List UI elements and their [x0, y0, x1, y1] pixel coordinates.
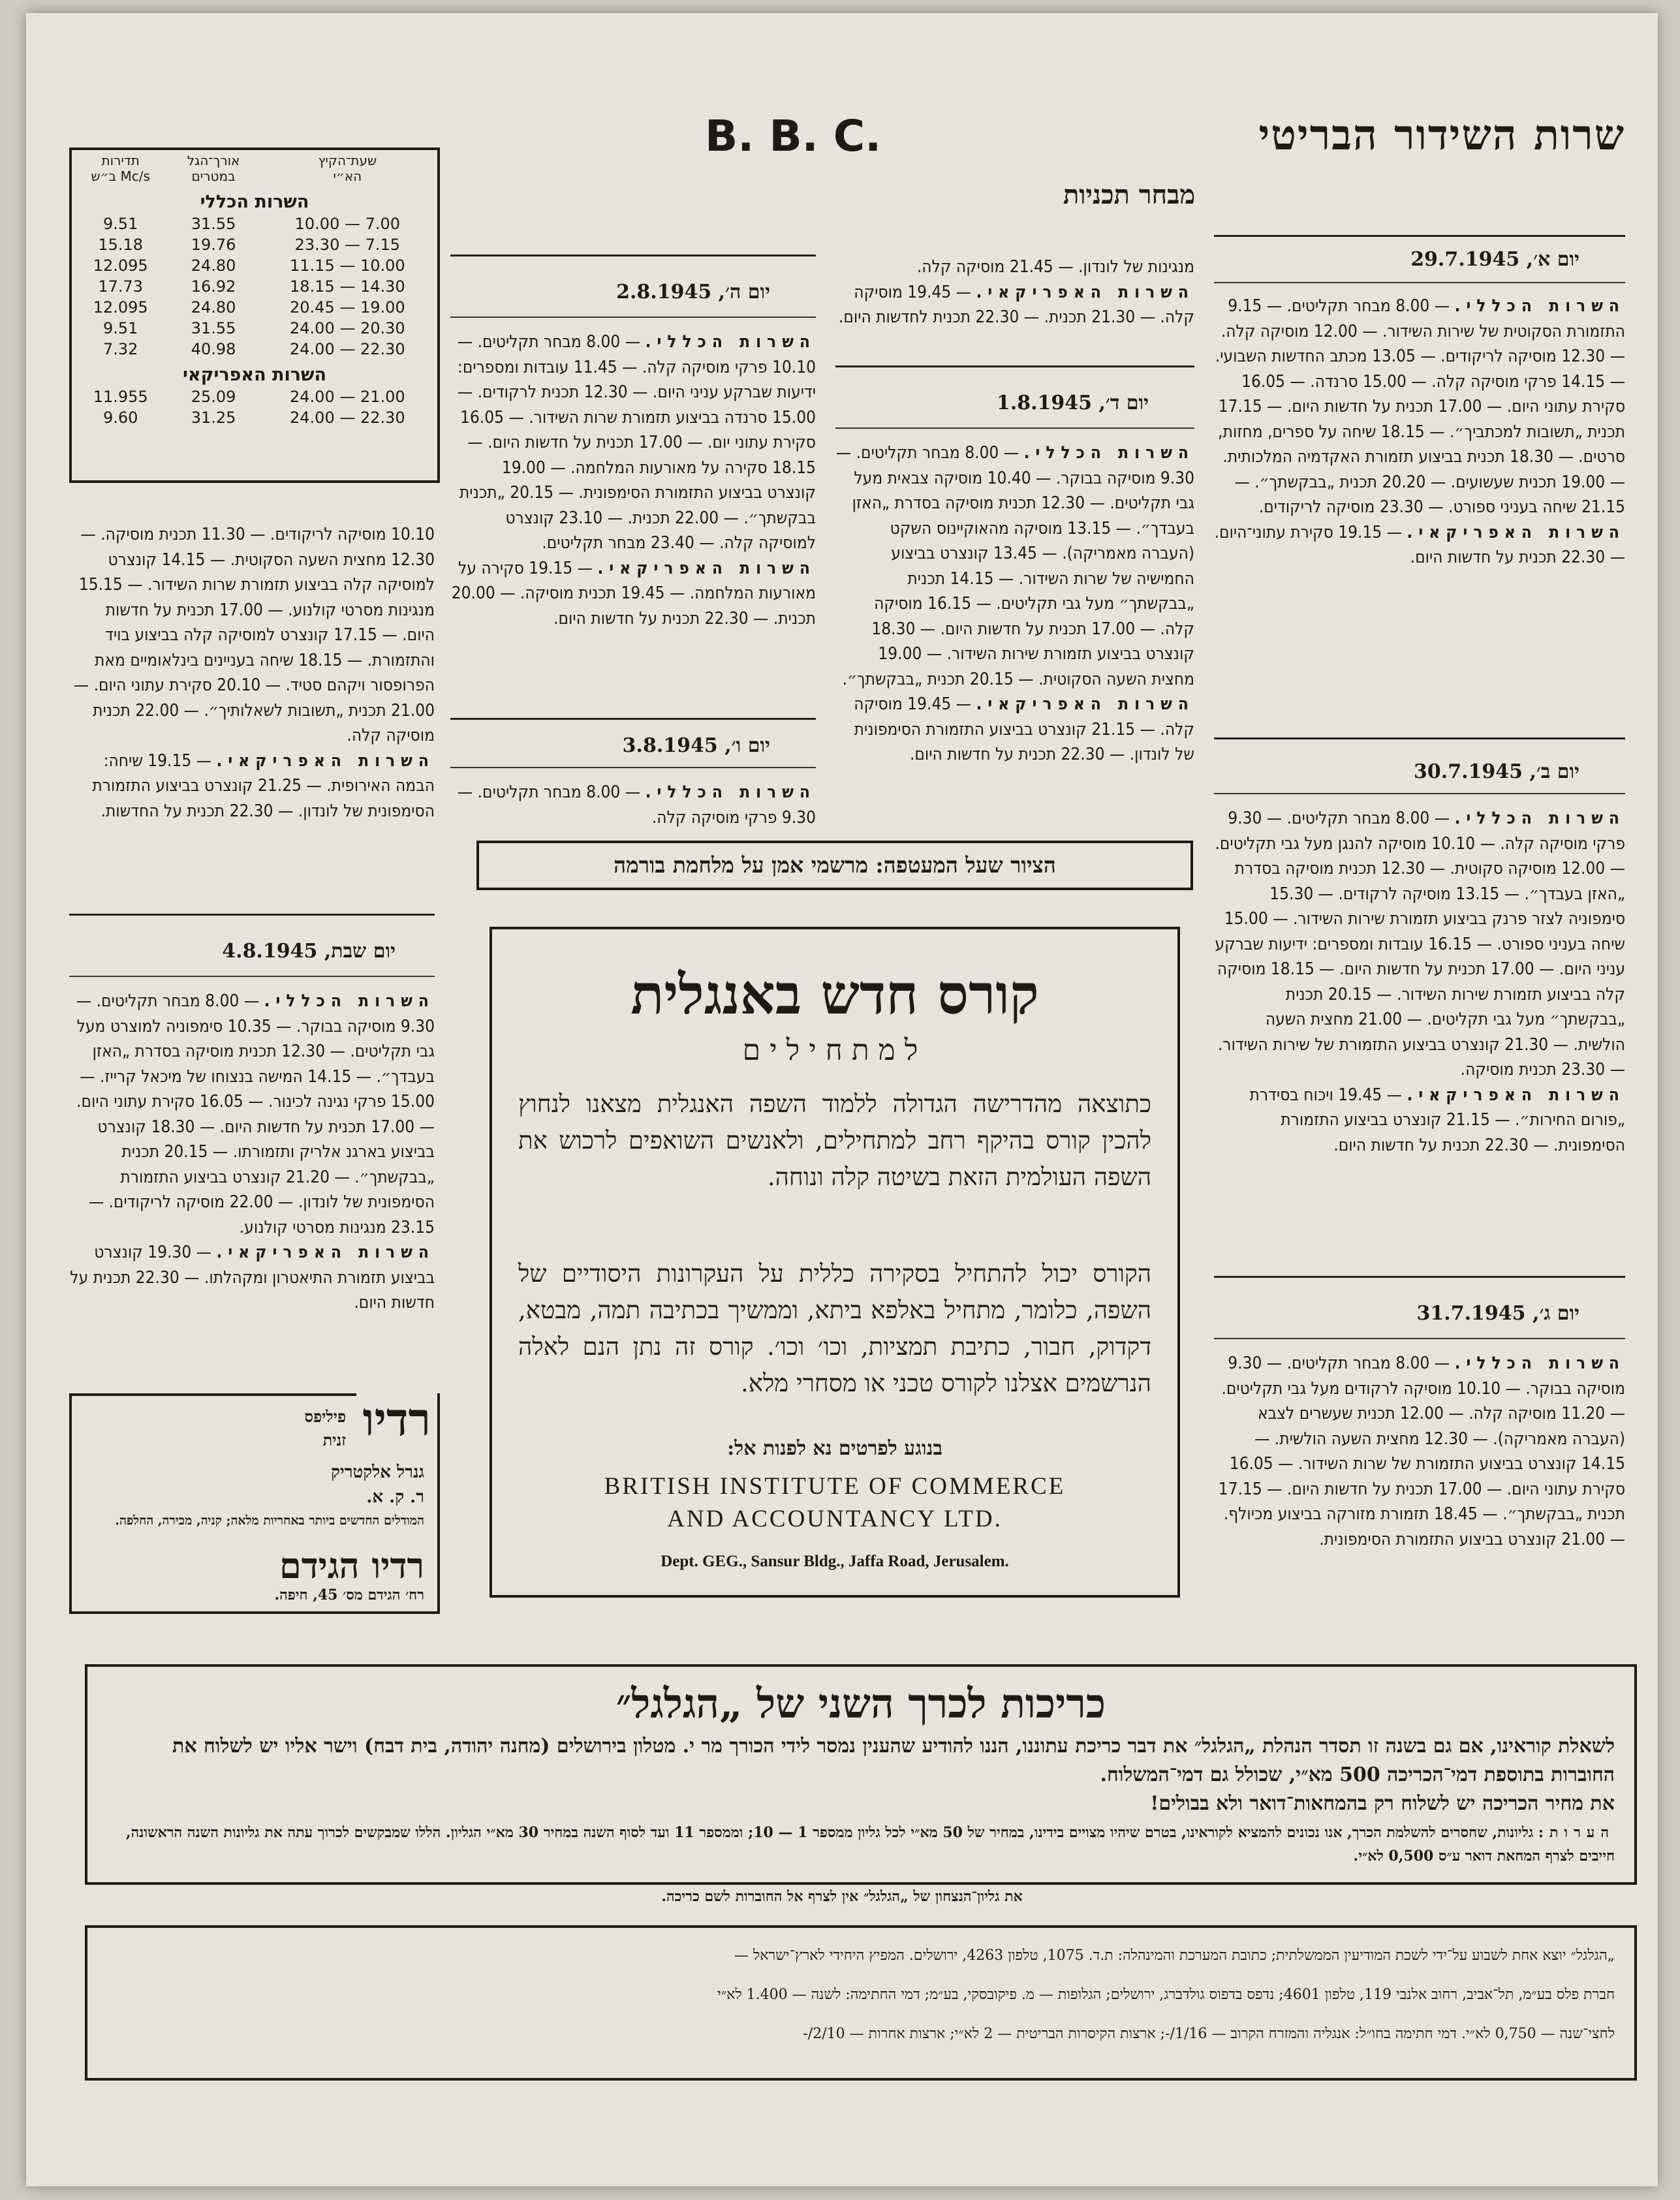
remarks-label: הערות:	[1538, 1824, 1615, 1841]
program-text: — 8.00 מבחר תקליטים. — 9.30 פרקי מוסיקה קלה. — 10.10 מוסיקה להנגן מעל גבי תקליטים. — 12.00 מוסיקה סקוטית. — 12.30 תכנית מוסיקה בסדרת „האזן בעבדך״. — 13.15 מוסיקה לרקודים. — 15.30 סימפוניה לצזר פרנק בביצוע תזמורת שירות השידור. — 15.00 שיחה בעניני ספורט. — 16.15 עובדות ומספרים: ידיעות שברקע עניני היום. — 17.00 תכנית על חדשות היום. — 18.15 מוסיקה קלה בביצוע תזמורת שירות השידור. — 20.15 תכנית „בבקשתך״ מעל גבי תקליטים. — 21.00 מחצית השעה הולשית. — 21.30 קונצרט בביצוע התזמורת של שירות השידור. — 23.30 תכנית מוסיקה.	[1215, 809, 1625, 1079]
course-contact: בנוגע לפרטים נא לפנות אל:	[727, 1437, 942, 1460]
freq-time: 19.00 — 20.45	[290, 298, 405, 317]
freq-row	[72, 213, 437, 234]
magazine-page	[26, 13, 1658, 2186]
service-label: השרות הכללי.	[1454, 296, 1625, 316]
freq-header-time: שעת־הקיץ הא״י	[318, 153, 377, 184]
freq-wavelength: 24.80	[191, 256, 236, 275]
day-title-mon: יום ב׳, 30.7.1945	[1414, 760, 1579, 783]
imprint-line-1: „הגלגל״ יוצא אחת לשבוע על־ידי לשכת המודיעין הממשלתית; כתובת המערכת והמינהלה: ת.ד. 1075, טלפון 4263, ירושלים. המפיץ היחידי לארץ־ישראל —	[734, 1947, 1615, 1964]
service-label: השרות האפריקאי.	[597, 558, 816, 578]
divider	[450, 317, 816, 318]
program-text: — 19.30 קונצרט בביצוע תזמורת התיאטרון ומקהלתו. — 22.30 תכנית על חדשות היום.	[70, 1243, 435, 1312]
program-text: — 19.15 שיחה: הבמה האירופית. — 21.25 קונצרט בביצוע התזמורת הסימפונית של לונדון. — 22.30 תכנית על החדשות.	[92, 751, 435, 821]
day-title-wed: יום ד׳, 1.8.1945	[996, 392, 1149, 414]
service-label: השרות האפריקאי.	[216, 751, 435, 771]
program-text: 10.10 מוסיקה לריקודים. — 11.30 תכנית מוסיקה. — 12.30 מחצית השעה הסקוטית. — 14.15 קונצרט למוסיקה קלה בביצוע תזמורת שרות השידור. — 15.15 מנגינות מסרטי קולנוע. — 17.00 תכנית על חדשות היום. — 17.15 קונצרט למוסיקה קלה בביצוע בויד והתזמורת. — 18.15 שיחה בעניינים בינלאומיים מאת הפרופסור ויקהם סטיד. — 20.10 סקירת עתוני היום. — 21.00 תכנית „תשובות לשאלותיך״. — 22.00 תכנית מוסיקה קלה.	[73, 525, 435, 745]
brand-zenith: זנית	[322, 1431, 346, 1449]
brand-ge: גנרל אלקטריק	[331, 1463, 424, 1482]
divider	[1214, 737, 1625, 739]
course-title: קורס חדש באנגלית	[630, 962, 1039, 1027]
binding-title: כריכות לכרך השני של „הגלגל״	[615, 1680, 1106, 1727]
program-tue	[1214, 1351, 1625, 1638]
freq-time: 7.15 — 23.30	[294, 236, 401, 254]
freq-wavelength: 40.98	[191, 340, 236, 358]
radio-ad-title: רדיו	[356, 1392, 437, 1447]
binding-body: לשאלת קוראינו, אם גם בשנה זו תסדר הנהלת „הגלגל״ את דבר כריכת עתוננו, הננו להודיע שהענין נמסר לידי הכורך מר י. מטלון בירושלים (מחנה יהודה, בית דבח) וישר אליו יש לשלוח את החוברות בתוספת דמי־הכריכה 500 מא״י, שכולל גם דמי־המשלוח.	[172, 1735, 1615, 1786]
freq-section-title: השרות הכללי	[200, 192, 309, 212]
cover-caption: הציור שעל המעטפה: מרשמי אמן על מלחמת בורמה	[476, 841, 1193, 890]
course-ad	[490, 927, 1180, 1598]
program-text: — 8.00 מבחר תקליטים. — 9.15 התזמורת הסקוטית של שירות השידור. — 12.00 מוסיקה קלה. — 12.30 מוסיקה לריקודים. — 13.05 מכתב החדשות השבועי. — 14.15 פרקי מוסיקה קלה. — 15.00 סרנדה. — 16.05 סקירת עתוני היום. — 17.00 תכנית על חדשות היום. — 17.15 תכנית „תשובות למכתביך״. — 18.15 שיחה על ספרים, מחזות, סרטים. — 18.30 תכנית בביצוע תזמורת האקדמיה המלכותית. — 19.00 תכנית שעשועים. — 20.20 תכנית „בבקשתך״. — 21.15 שיחה בעניני ספורט. — 23.30 מוסיקה לריקודים.	[1215, 296, 1625, 517]
freq-row	[72, 386, 437, 407]
freq-frequency: 17.73	[98, 277, 144, 296]
freq-wavelength: 31.55	[191, 319, 236, 337]
program-mon	[1214, 806, 1625, 1256]
divider	[450, 718, 816, 720]
freq-frequency: 11.955	[93, 388, 148, 406]
day-title-thu: יום ה׳, 2.8.1945	[616, 281, 770, 303]
freq-section-title: השרות האפריקאי	[182, 365, 327, 385]
freq-header-wavelength: אורך־הגל במטרים	[187, 153, 240, 184]
service-label: השרות האפריקאי.	[976, 282, 1194, 302]
program-sat	[69, 989, 435, 1367]
masthead-subtitle: מבחר תכניות	[1063, 179, 1196, 210]
program-text: — 8.00 מבחר תקליטים. — 10.10 פרקי מוסיקה קלה. — 11.45 עובדות ומספרים: ידיעות שברקע עניני היום. — 12.30 תכנית לרקודים. — 15.00 סרנדה בביצוע תזמורת שרות השידור. — 16.05 סקירת עתוני יום. — 17.00 תכנית על חדשות היום. — 18.15 סקירה על מאורעות המלחמה. — 19.00 קונצרט בביצוע התזמורת הסימפונית. — 20.15 „תכנית בבקשתך״. — 22.00 תכנית. — 23.10 קונצרט למוסיקה קלה. — 23.40 מבחר תקליטים.	[457, 332, 816, 553]
service-label: השרות הכללי.	[264, 991, 435, 1011]
freq-frequency: 9.51	[102, 215, 138, 233]
brand-philips: פיליפס	[304, 1407, 346, 1426]
service-label: השרות הכללי.	[1454, 1354, 1625, 1373]
program-text: — 8.00 מבחר תקליטים. — 9.30 מוסיקה בבוקר. — 10.35 סימפוניה למוצרט מעל גבי תקליטים. — 12.30 תכנית מוסיקה בסדרת „האזן בעבדך״. — 14.15 המישה בנצוחו של מיכאל קרייז. — 15.00 פרקי נגינה לכינור. — 16.05 סקירת עתוני היום. — 17.00 תכנית על חדשות היום. — 18.30 קונצרט בביצוע בארגנ אלריק ותזמורתו. — 20.15 תכנית „בבקשתך״. — 21.20 קונצרט בביצוע התזמורת הסימפונית של לונדון. — 22.00 מוסיקה לריקודים. — 23.15 מנגינות מסרטי קולנוע.	[76, 991, 435, 1237]
freq-row	[72, 234, 437, 255]
institute-address: Dept. GEG., Sansur Bldg., Jaffa Road, Jerusalem.	[661, 1553, 1009, 1570]
remarks-text: גליונות, שחסרים להשלמת הכרך, אנו נכונים להמציא לקוראינו, בטרם שיהיו מצויים בידינו, במחיר של 50 מא״י לכל גליון ממספר 1 — 10; וממספר 11 ועד לסוף השנה במחיר 30 מא״י הגליון. הללו שמבקשים לכרוך עתה את גליונות השנה הראשונה, חייבים לצרף המחאת דואר ע״ס 0,500 לא״י.	[125, 1824, 1615, 1865]
freq-time: 22.30 — 24.00	[290, 409, 405, 427]
freq-time: 10.00 — 11.15	[290, 256, 405, 275]
frequency-table-box	[69, 147, 440, 483]
freq-frequency: 7.32	[102, 340, 138, 358]
freq-frequency: 12.095	[93, 256, 148, 275]
binding-notice	[85, 1664, 1637, 1885]
freq-frequency: 9.60	[102, 409, 138, 427]
divider	[1214, 235, 1625, 237]
freq-row	[72, 276, 437, 297]
program-fri	[450, 780, 816, 832]
course-subtitle: למתחילים	[742, 1034, 927, 1067]
freq-wavelength: 31.55	[191, 215, 236, 233]
freq-row	[72, 297, 437, 318]
freq-time: 21.00 — 24.00	[290, 388, 405, 406]
radio-ad-brands	[304, 1405, 346, 1452]
freq-row	[72, 339, 437, 360]
service-label: השרות האפריקאי.	[1407, 1085, 1625, 1105]
freq-frequency: 12.095	[93, 298, 148, 317]
divider	[450, 255, 816, 256]
brand-rca: ר. ק. א.	[366, 1487, 424, 1507]
imprint-box	[85, 1925, 1637, 2081]
freq-row	[72, 255, 437, 276]
service-label: השרות הכללי.	[645, 332, 816, 352]
binding-remarks	[107, 1821, 1615, 1868]
freq-frequency: 15.18	[98, 236, 144, 254]
divider	[835, 427, 1194, 429]
binding-remark-2: את גליון־הנצחון של „הגלגל״ אין לצרף אל החוברות לשם כריכה.	[661, 1888, 1023, 1905]
freq-time: 20.30 — 24.00	[290, 319, 405, 337]
imprint-line-3: לחצי־שנה — 0,750 לא״י. דמי חתימה בחו״ל: אנגליה והמזרח הקרוב — 1/16/-; ארצות הקיסרות הבריטית — 2 לא״י; ארצות אחרות — 2/10/-	[803, 2026, 1615, 2042]
radio-ad-address: רח׳ הגידם מס׳ 45, חיפה.	[274, 1587, 424, 1604]
freq-time: 7.00 — 10.00	[294, 215, 401, 233]
program-text: — 8.00 מבחר תקליטים. — 9.30 מוסיקה בבוקר. — 10.10 מוסיקה לרקודים מעל גבי תקליטים. — 11.20 מוסיקה קלה. — 12.00 תכנית שעשרים לצבא (העברה מאמריקה). — 12.30 מחצית השעה הולשית. — 14.15 קונצרט בביצוע התזמורת של שרות השידור. — 16.05 סקירת עתוני היום. — 17.00 תכנית על חדשות היום. — 17.15 תכנית „בבקשתך״. — 18.45 תזמורת מזורקה בביצוע מכיולף. — 21.00 קונצרט בביצוע התזמורת הסימפונית.	[1218, 1354, 1625, 1549]
radio-ad-tagline: המודלים החדשים ביותר באחריות מלאה; קניה, מכירה, החלפה.	[115, 1513, 424, 1528]
program-text: — 8.00 מבחר תקליטים. — 9.30 פרקי מוסיקה קלה.	[457, 782, 816, 828]
institute-name-2: AND ACCOUNTANCY LTD.	[667, 1506, 1003, 1532]
imprint-line-2: חברת פלס בע״מ, תל־אביב, רחוב אלנבי 119, טלפון 4601; נדפס בדפוס גולדברג, ירושלים; הגלופות — מ. פיקובסקי, בע״מ; דמי החתימה: לשנה — 1.400 לא״י	[717, 1987, 1615, 2003]
day-title-fri: יום ו׳, 3.8.1945	[622, 734, 770, 757]
divider	[1214, 1276, 1625, 1278]
freq-wavelength: 25.09	[191, 388, 236, 406]
radio-ad-store: רדיו הגידם	[279, 1545, 424, 1587]
program-sun	[1214, 294, 1625, 698]
program-text: — 19.15 סקירה על מאורעות המלחמה. — 19.45 תכנית מוסיקה. — 20.00 תכנית. — 22.30 תכנית על חדשות היום.	[451, 558, 816, 628]
service-label: השרות הכללי.	[1454, 809, 1625, 828]
program-text: — 19.45 ויכוח בסידרת „פורום החירות״. — 21.15 קונצרט בביצוע התזמורת הסימפונית. — 22.30 תכנית על חדשות היום.	[1249, 1085, 1625, 1155]
masthead-bbc: B. B. C.	[705, 111, 882, 161]
freq-wavelength: 19.76	[191, 236, 236, 254]
course-para-1: כתוצאה מהדרישה הגדולה ללמוד השפה האנגלית מצאנו לנחוץ להכין קורס בהיקף רחב למתחילים, ולאנשים השואפים לרכוש את השפה העולמית הזאת בשיטה קלה ונוחה.	[518, 1090, 1151, 1191]
masthead-title: שרות השידור הבריטי	[1258, 111, 1625, 160]
program-text: — 19.45 מוסיקה קלה. — 21.15 קונצרט בביצוע התזמורת הסימפונית של לונדון. — 22.30 תכנית על חדשות היום.	[854, 694, 1194, 764]
divider	[450, 767, 816, 768]
program-text: מנגינות של לונדון. — 21.45 מוסיקה קלה.	[916, 257, 1194, 277]
freq-wavelength: 24.80	[191, 298, 236, 317]
freq-row	[72, 407, 437, 428]
service-label: השרות האפריקאי.	[216, 1243, 435, 1262]
program-text: — 19.45 מוסיקה קלה. — 21.30 תכנית. — 22.30 תכנית לחדשות היום.	[838, 282, 1194, 327]
frequency-table	[72, 150, 437, 428]
freq-wavelength: 31.25	[191, 409, 236, 427]
program-text: — 19.15 סקירת עתוני־היום. — 22.30 תכנית על חדשות היום.	[1214, 522, 1625, 567]
day-title-tue: יום ג׳, 31.7.1945	[1416, 1302, 1579, 1325]
freq-row	[72, 318, 437, 339]
day-title-sat: יום שבת, 4.8.1945	[222, 940, 396, 963]
service-label: השרות האפריקאי.	[976, 694, 1194, 714]
divider	[1214, 282, 1625, 283]
service-label: השרות הכללי.	[1023, 443, 1194, 463]
program-wed-top	[835, 255, 1194, 352]
binding-note: את מחיר הכריכה יש לשלוח רק בהמחאות־דואר ולא בבולים!	[1150, 1792, 1615, 1815]
institute-name-1: BRITISH INSTITUTE OF COMMERCE	[604, 1473, 1066, 1500]
divider	[1214, 793, 1625, 794]
program-wed	[835, 441, 1194, 826]
freq-time: 22.30 — 24.00	[290, 340, 405, 358]
freq-header-frequency: תדירות Mc/s ב״ש	[91, 153, 150, 184]
program-fri-cont	[69, 522, 435, 901]
divider	[69, 914, 435, 916]
freq-frequency: 9.51	[102, 319, 138, 337]
day-title-sun: יום א׳, 29.7.1945	[1410, 248, 1579, 271]
freq-wavelength: 16.92	[191, 277, 236, 296]
divider	[835, 365, 1194, 367]
program-thu	[450, 330, 816, 715]
divider	[1214, 1338, 1625, 1339]
radio-ad-brands-2	[331, 1460, 424, 1510]
service-label: השרות האפריקאי.	[1407, 522, 1625, 542]
program-text: — 8.00 מבחר תקליטים. — 9.30 מוסיקה בבוקר. — 10.40 מוסיקה צבאית מעל גבי תקליטים. — 12.30 תכנית מוסיקה בסדרת „האזן בעבדך״. — 13.15 מוסיקה מהאוקיינוס השקט (העברה מאמריקה). — 13.45 קונצרט בביצוע החמישיה של שרות השידור. — 14.15 תכנית „בבקשתך״ מעל גבי תקליטים. — 16.15 מוסיקה קלה. — 17.00 תכנית על חדשות היום. — 18.30 קונצרט בביצוע תזמורת שירות השידור. — 19.00 מחצית השעה הסקוטית. — 20.15 תכנית „בבקשתך״.	[835, 443, 1194, 689]
service-label: השרות הכללי.	[645, 782, 816, 802]
freq-time: 14.30 — 18.15	[290, 277, 405, 296]
divider	[69, 976, 435, 977]
course-para-2: הקורס יכול להתחיל בסקירה כללית על העקרונות היסודיים של השפה, כלומר, מתחיל באלפא ביתא, וממשיך בכתיבה תמה, מבטא, דקדוק, חבור, כתיבת תמציות, וכו׳ וכו׳. קורס זה נתן הנם לאלה הנרשמים אצלנו לקורס טכני או מסחרי מלא.	[518, 1260, 1151, 1397]
radio-ad	[69, 1393, 440, 1614]
